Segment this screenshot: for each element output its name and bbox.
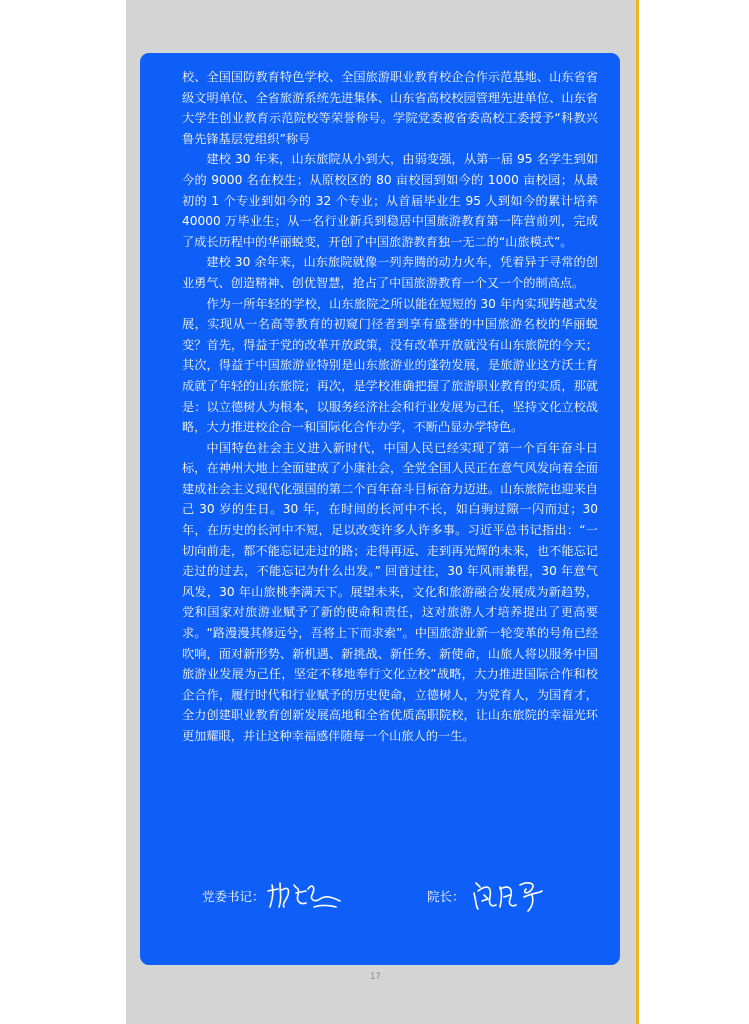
paragraph-5: 中国特色社会主义进入新时代，中国人民已经实现了第一个百年奋斗日标，在神州大地上全面建成了小康社会，全党全国人民正在意气风发向着全面建成社会主义现代化强国的第二个百年奋斗目标奋力迈进。山东旅院也迎来自己 30 岁的生日。30 年，在时间的长河中不长，如白驹过隙一闪而过；30 年，在历史的长河中不短，足以改变许多人许多事。习近平总书记指出：“一切向前走，都不能忘记走过的路；走得再远、走到再光辉的未来，也不能忘记走过的过去，不能忘记为什么出发。” 回首过往，30 年风雨兼程，30 年意气风发，30 年山旅桃李满天下。展望未来，文化和旅游融合发展成为新趋势，党和国家对旅游业赋予了新的使命和责任，这对旅游人才培养提出了更高要求。“路漫漫其修远兮，吾将上下而求索”。中国旅游业新一轮变革的号角已经吹响，面对新形势、新机遇、新挑战、新任务、新使命，山旅人将以服务中国旅游业发展为己任，坚定不移地奉行文化立校”战略，大力推进国际合作和校企合作，履行时代和行业赋予的历史使命，立德树人，为党育人，为国育才，全力创建职业教育创新发展高地和全省优质高职院校，让山东旅院的幸福光环更加耀眼，并让这种幸福感伴随每一个山旅人的一生。 (182, 440, 598, 743)
left-margin (0, 0, 126, 1024)
body-text (182, 67, 598, 747)
president-label: 院长： (427, 889, 465, 904)
paragraph-1: 校、全国国防教育特色学校、全国旅游职业教育校企合作示范基地、山东省省级文明单位、全省旅游系统先进集体、山东省高校校园管理先进单位、山东省大学生创业教育示范院校等荣誉称号。学院党委被省委高校工委授予“科教兴鲁先锋基层党组织”称号 (182, 70, 598, 146)
content-card (140, 53, 620, 965)
secretary-signature (266, 877, 342, 911)
paragraph-3: 建校 30 余年来，山东旅院就像一列奔腾的动力火车，凭着异于寻常的创业勇气、创造精神、创优智慧，抢占了中国旅游教育一个又一个的制高点。 (182, 255, 598, 290)
right-margin (639, 0, 749, 1024)
paragraph-4: 作为一所年轻的学校，山东旅院之所以能在短短的 30 年内实现跨越式发展，实现从一名高等教育的初窥门径者到享有盛誉的中国旅游名校的华丽蜕变？首先，得益于党的改革开放政策，没有改革开放就没有山东旅院的今天；其次，得益于中国旅游业特别是山东旅游业的蓬勃发展，是旅游业这方沃土育成就了年轻的山东旅院；再次，是学校准确把握了旅游职业教育的实质，那就是：以立德树人为根本，以服务经济社会和行业发展为己任，坚持文化立校战略，大力推进校企合一和国际化合作办学，不断凸显办学特色。 (182, 296, 598, 435)
signature-row (202, 875, 602, 915)
page-number: 17 (370, 972, 381, 982)
secretary-label: 党委书记： (202, 889, 265, 904)
paragraph-2: 建校 30 年来，山东旅院从小到大，由弱变强，从第一届 95 名学生到如今的 9000 名在校生；从原校区的 80 亩校园到如今的 1000 亩校园；从最初的 1 个专业到如今的 32 个专业；从首届毕业生 95 人到如今的累计培养 40000 万毕业生；从一名行业新兵到稳居中国旅游教育第一阵营前列，完成了成长历程中的华丽蜕变，开创了中国旅游教育独一无二的“山旅模式”。 (182, 152, 598, 249)
president-signature (470, 877, 550, 913)
